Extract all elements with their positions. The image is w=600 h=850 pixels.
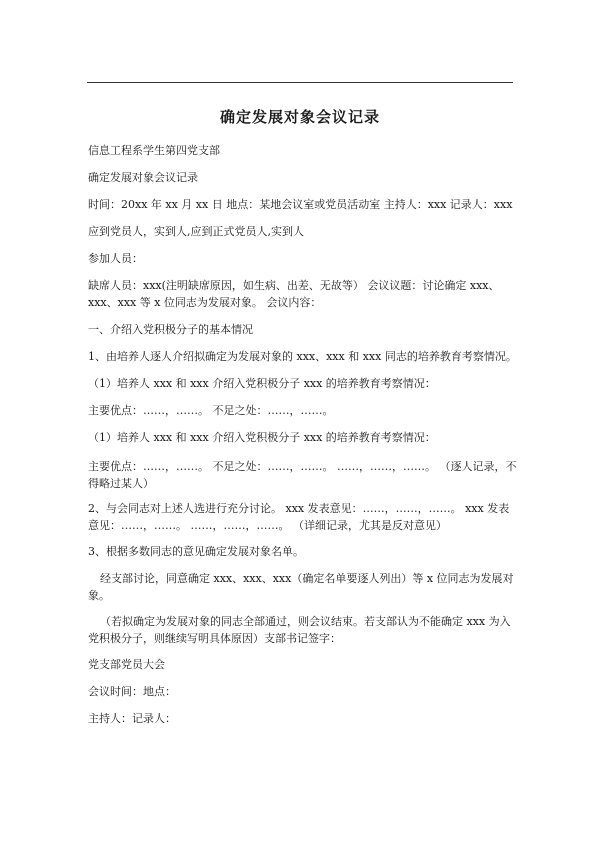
attendance-line: 应到党员人，实到人,应到正式党员人,实到人	[88, 225, 304, 238]
decision-paragraph: 经支部讨论，同意确定 xxx、xxx、xxx（确定名单要逐人列出）等 x 位同志为发展对象。	[88, 572, 514, 602]
signature-instruction-paragraph: （若拟确定为发展对象的同志全部通过，则会议结束。若支部认为不能确定 xxx 为入党积极分子，则继续写明具体原因）支部书记签字：	[88, 615, 511, 645]
record-subtitle: 确定发展对象会议记录	[88, 171, 198, 184]
meeting-time-location-line: 会议时间：地点：	[88, 685, 176, 698]
sub-item-introduction-2: （1）培养人 xxx 和 xxx 介绍入党积极分子 xxx 的培养教育考察情况：	[88, 431, 436, 444]
document-title: 确定发展对象会议记录	[219, 108, 380, 126]
item-1-paragraph: 1、由培养人逐人介绍拟确定为发展对象的 xxx、xxx 和 xxx 同志的培养教育考察情况。	[88, 350, 517, 363]
host-recorder-line: 主持人：记录人：	[88, 712, 176, 725]
absentees-topic-paragraph: 缺席人员：xxx(注明缺席原因，如生病、出差、无故等） 会议议题：讨论确定 xxx、xxx、xxx 等 x 位同志为发展对象。 会议内容：	[88, 279, 500, 309]
strengths-weaknesses-paragraph: 主要优点：……，……。 不足之处：……，……。 ……，……，……。 （逐人记录，不得略过某人）	[88, 460, 517, 490]
item-3-paragraph: 3、根据多数同志的意见确定发展对象名单。	[88, 545, 304, 558]
branch-name: 信息工程系学生第四党支部	[88, 144, 220, 157]
party-meeting-heading: 党支部党员大会	[88, 658, 165, 671]
strengths-weaknesses-line: 主要优点：……，……。 不足之处：……，……。	[88, 404, 334, 417]
sub-item-introduction: （1）培养人 xxx 和 xxx 介绍入党积极分子 xxx 的培养教育考察情况：	[88, 377, 436, 390]
section-one-heading: 一、介绍入党积极分子的基本情况	[88, 323, 253, 336]
discussion-paragraph: 2、与会同志对上述人选进行充分讨论。 xxx 发表意见：……，……，……。 xxx 发表意见：……，……。 ……，……，……。 （详细记录，尤其是反对意见）	[88, 502, 510, 532]
participants-line: 参加人员：	[88, 252, 143, 265]
meeting-time-place-line: 时间：20xx 年 xx 月 xx 日 地点：某地会议室或党员活动室 主持人：xxx 记录人：xxx	[88, 198, 513, 211]
header-rule	[87, 82, 513, 83]
